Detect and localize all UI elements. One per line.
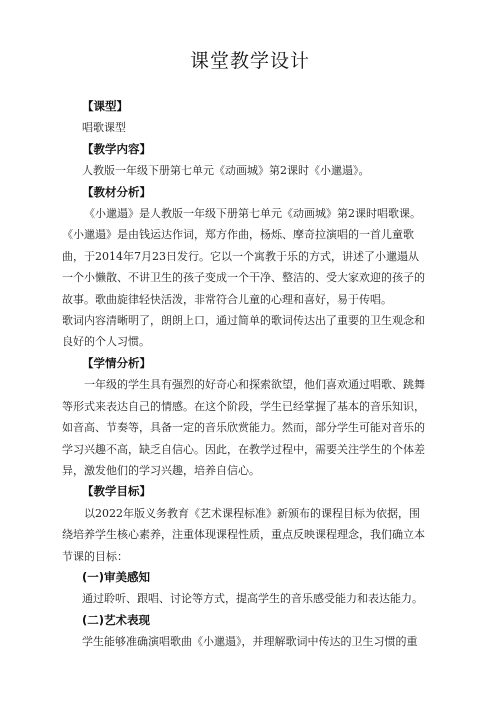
section-heading-content: 【教学内容】 [82,141,151,156]
goals-paragraph [62,503,442,567]
analysis-line: 《小邋遢》是人教版一年级下册第七单元《动画城》第2课时唱歌课。 [84,207,421,221]
analysis-line: 曲，于2014年7月23日发行。它以一个寓教于乐的方式，讲述了小邋遢从 [62,249,419,263]
learner-line: 如音高、节奏等，具备一定的音乐欣赏能力。然而，部分学生可能对音乐的 [62,421,425,435]
subheading-artistic-expression: (二)艺术表现 [82,612,151,627]
analysis-paragraph [62,203,442,353]
analysis-line: 良好的个人习惯。 [62,335,150,349]
learner-line: 一年级的学生具有强烈的好奇心和探索欲望，他们喜欢通过唱歌、跳舞 [84,378,425,392]
document-title: 课堂教学设计 [189,50,310,72]
section-heading-learner: 【学情分析】 [82,355,151,370]
section-heading-analysis: 【教材分析】 [82,184,151,199]
goal2-text: 学生能够准确演唱歌曲《小邋遢》，并理解歌词中传达的卫生习惯的重 [82,635,418,649]
goal1-text: 通过聆听、跟唱、讨论等方式，提高学生的音乐感受能力和表达能力。 [82,592,423,606]
document-body [62,96,442,653]
subheading-aesthetic-perception: (一)审美感知 [82,569,151,584]
section-heading-goals: 【教学目标】 [82,484,151,499]
learner-line: 学习兴趣不高，缺乏自信心。因此，在教学过程中，需要关注学生的个体差 [62,442,425,456]
section-heading-type: 【课型】 [82,99,128,113]
analysis-line: 歌词内容清晰明了，朗朗上口，通过简单的歌词传达出了重要的卫生观念和 [62,314,425,328]
learner-line: 异，激发他们的学习兴趣，培养自信心。 [62,463,260,477]
learner-line: 等形式来表达自己的情感。在这个阶段，学生已经掌握了基本的音乐知识， [62,399,425,413]
goals-line: 绕培养学生核心素养，注重体现课程性质，重点反映课程理念，我们确立本 [62,528,425,542]
content-text: 人教版一年级下册第七单元《动画城》第2课时《小邋遢》。 [82,164,370,178]
learner-paragraph [62,374,442,481]
goals-line: 以2022年版义务教育《艺术课程标准》新颁布的课程目标为依据，围 [84,506,420,520]
goals-line: 节课的目标： [62,549,128,563]
analysis-line: 故事。歌曲旋律轻快活泼，非常符合儿童的心理和喜好，易于传唱。 [62,292,392,306]
analysis-line: 《小邋遢》是由钱运达作词，郑方作曲，杨烁、摩奇拉演唱的一首儿童歌 [62,228,414,242]
type-text: 唱歌课型 [82,121,126,135]
analysis-line: 一个小懒散、不讲卫生的孩子变成一个干净、整洁的、受大家欢迎的孩子的 [62,271,425,285]
